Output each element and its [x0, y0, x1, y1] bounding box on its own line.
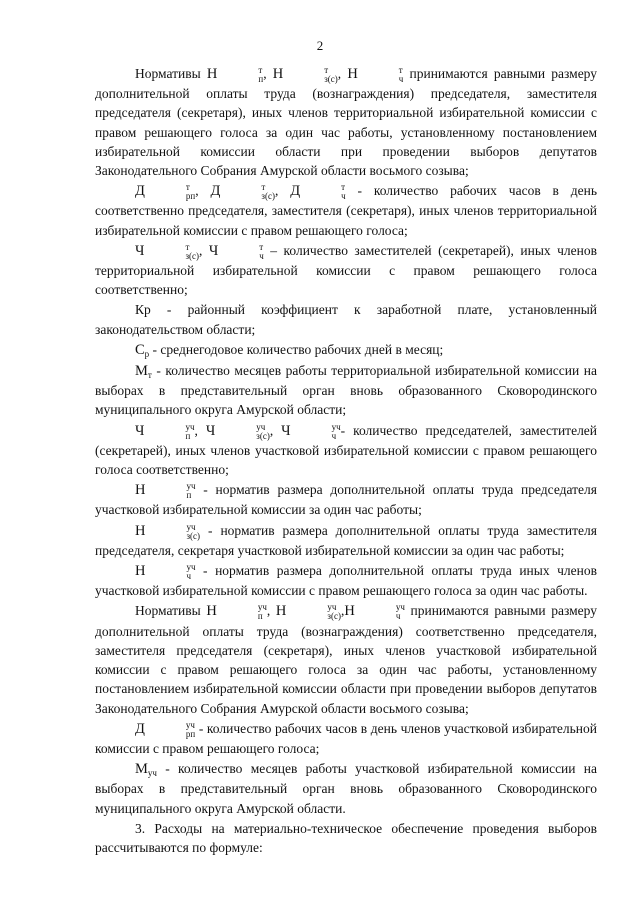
text-run: Нормативы: [135, 66, 207, 81]
symbol-superscript: уч: [256, 421, 266, 432]
symbol-base: Ч: [208, 242, 219, 259]
paragraph: [95, 241, 597, 300]
symbol-base: Д: [210, 183, 221, 200]
symbol-subscript: з(с): [324, 74, 338, 84]
symbol-superscript: т: [258, 65, 263, 75]
paragraph: [95, 521, 597, 560]
symbol-subscript: рп: [185, 728, 196, 739]
formula-symbol: [281, 423, 340, 439]
formula-symbol: [273, 66, 338, 82]
symbol-indices: [301, 183, 346, 201]
paragraph: [95, 361, 597, 420]
symbol-subscript: п: [185, 430, 191, 441]
symbol-base: Н: [275, 603, 287, 620]
text-run: - количество рабочих часов в день членов участковой избирательной комиссии с правом решающего голоса;: [95, 720, 597, 756]
text-run: - количество месяцев работы участковой избирательной комиссии на выборах в представительный орган вновь образованного Сковородинского муниципального округа Амурской области.: [95, 761, 597, 816]
text-run: ,: [195, 183, 211, 199]
symbol-indices: [292, 423, 341, 441]
symbol-superscript: т: [324, 65, 329, 75]
text-run: – количество заместителей (секретарей), иных членов территориальной избирательной комиссии с правом решающего голоса соответственно;: [95, 242, 597, 298]
paragraph: [95, 340, 597, 360]
symbol-indices: [146, 183, 195, 201]
text-run: - норматив размера дополнительной оплаты труда иных членов участковой избирательной комиссии с правом решающего голоса за один час работы.: [95, 563, 597, 599]
paragraph: [95, 181, 597, 240]
symbol-base: Н: [135, 563, 146, 580]
symbol-superscript: уч: [185, 421, 195, 432]
formula-symbol: [135, 761, 157, 777]
symbol-base: Ч: [135, 422, 145, 439]
paragraph: [95, 480, 597, 519]
text-run: ,: [274, 183, 291, 199]
text-run: Кр - районный коэффициент к заработной плате, установленный законодательством области;: [95, 302, 597, 337]
symbol-base: М: [135, 363, 148, 380]
text-run: 3. Расходы на материально-техническое обеспечение проведения выборов рассчитываются по формуле:: [95, 820, 597, 855]
symbol-base: Д: [135, 183, 145, 200]
paragraph: [95, 601, 597, 717]
symbol-indices: [145, 243, 199, 261]
formula-symbol: [275, 602, 341, 622]
formula-symbol: [135, 423, 194, 439]
symbol-base: Н: [272, 66, 284, 82]
symbol-subscript: з(с): [186, 530, 201, 541]
symbol-indices: [356, 603, 405, 621]
symbol-indices: [145, 423, 194, 441]
formula-symbol: [135, 243, 199, 259]
formula-symbol: [206, 423, 270, 439]
paragraph: [95, 421, 597, 480]
formula-symbol: [135, 182, 196, 202]
text-run: ,: [337, 66, 348, 81]
symbol-indices: [146, 523, 200, 541]
text-run: - норматив размера дополнительной оплаты труда заместителя председателя, секретаря участковой избирательной комиссии за один час работы;: [95, 522, 597, 558]
symbol-base: Ч: [281, 422, 291, 439]
formula-symbol: [135, 523, 200, 539]
paragraph: [95, 719, 597, 758]
symbol-indices: [216, 423, 270, 441]
symbol-indices: [287, 603, 341, 621]
formula-symbol: [206, 602, 267, 622]
formula-symbol: [210, 182, 275, 202]
paragraph: [95, 300, 597, 338]
symbol-base: Д: [135, 720, 145, 737]
symbol-superscript: уч: [186, 521, 196, 532]
symbol-base: Д: [290, 183, 301, 200]
formula-symbol: [135, 562, 196, 582]
symbol-indices: [146, 563, 195, 581]
symbol-subscript: п: [257, 611, 263, 622]
symbol-base: М: [135, 761, 148, 778]
symbol-indices: [221, 183, 275, 201]
formula-symbol: [290, 182, 346, 202]
paragraph: [95, 561, 597, 600]
symbol-base: Ч: [135, 242, 145, 259]
symbol-indices: [219, 243, 264, 261]
formula-symbol: [344, 602, 405, 622]
symbol-superscript: уч: [327, 602, 337, 613]
text-run: ,: [340, 603, 345, 619]
symbol-base: С: [135, 341, 145, 358]
text-run: - количество рабочих часов в день соответственно председателя, заместителя (секретаря), иных членов территориальной избирательной комиссии с правом решающего голоса;: [95, 183, 598, 238]
symbol-indices: [359, 66, 404, 84]
symbol-superscript: т: [398, 65, 403, 75]
text-run: принимаются равными размеру дополнительной оплаты труда (вознаграждения) председателя, заместителя председателя (секретаря), иных членов территориальной избирательной комиссии с правом решающего голоса за один час работы, установленному постановлением избирательной комиссии области при проведении выборов депутатов Законодательного Собрания Амурской области восьмого созыва;: [95, 66, 598, 179]
symbol-subscript: ч: [259, 250, 264, 261]
text-run: - количество месяцев работы территориальной избирательной комиссии на выборах в представительный орган вновь образованного Сковородинского муниципального округа Амурской области;: [95, 363, 597, 418]
symbol-subscript: уч: [147, 768, 157, 779]
symbol-superscript: т: [185, 241, 190, 252]
symbol-subscript: ч: [341, 191, 346, 202]
text-run: ,: [198, 242, 209, 258]
formula-symbol: [135, 363, 152, 379]
symbol-base: Н: [206, 603, 217, 620]
symbol-subscript: з(с): [256, 430, 270, 441]
symbol-subscript: п: [186, 490, 192, 501]
formula-symbol: [135, 721, 195, 737]
symbol-superscript: т: [341, 182, 346, 193]
symbol-subscript: з(с): [261, 191, 275, 202]
symbol-indices: [146, 482, 195, 500]
symbol-base: Н: [347, 66, 358, 82]
formula-symbol: [135, 342, 149, 358]
symbol-superscript: уч: [185, 719, 195, 730]
paragraph: [95, 759, 597, 818]
symbol-superscript: уч: [186, 562, 196, 573]
symbol-indices: [146, 721, 195, 739]
symbol-superscript: т: [185, 182, 190, 193]
text-run: принимаются равными размеру дополнительной оплаты труда (вознаграждения) соответственно председателя, заместителя председателя (секретаря), иных членов участковой избирательной комиссии с правом решающего голоса за один час работы, установленному постановлением избирательной комиссии области при проведении выборов депутатов Законодательного Собрания Амурской области восьмого созыва;: [95, 603, 597, 716]
symbol-base: Н: [135, 482, 146, 499]
text-run: - норматив размера дополнительной оплаты труда председателя участковой избирательной комиссии за один час работы;: [95, 482, 597, 518]
page-number: 2: [316, 38, 324, 53]
symbol-subscript: п: [258, 74, 264, 84]
text-run: ,: [263, 66, 273, 81]
symbol-subscript: т: [147, 370, 152, 381]
formula-symbol: [347, 66, 403, 82]
text-run: Нормативы: [135, 603, 207, 619]
text-run: - среднегодовое количество рабочих дней в месяц;: [149, 341, 444, 357]
symbol-subscript: ч: [186, 571, 192, 582]
symbol-subscript: з(с): [327, 611, 341, 622]
symbol-superscript: уч: [395, 602, 405, 613]
paragraph: [95, 819, 597, 857]
symbol-base: Н: [206, 66, 218, 82]
text-run: ,: [269, 422, 282, 438]
symbol-indices: [284, 66, 338, 84]
symbol-indices: [218, 66, 263, 84]
text-run: - количество председателей, заместителей (секретарей), иных членов участковой избирательной комиссии с правом решающего голоса соответственно;: [95, 422, 598, 478]
symbol-superscript: т: [261, 182, 266, 193]
text-run: ,: [266, 603, 276, 619]
text-run: ,: [194, 422, 206, 438]
symbol-subscript: з(с): [185, 250, 199, 261]
symbol-subscript: рп: [185, 191, 196, 202]
formula-symbol: [135, 481, 196, 501]
formula-symbol: [209, 243, 264, 259]
symbol-base: Ч: [205, 422, 216, 439]
symbol-superscript: уч: [331, 421, 341, 432]
symbol-base: Н: [344, 603, 355, 620]
symbol-superscript: уч: [257, 602, 267, 613]
symbol-subscript: ч: [398, 74, 404, 84]
symbol-superscript: уч: [186, 481, 196, 492]
formula-symbol: [207, 66, 263, 82]
symbol-subscript: ч: [331, 430, 337, 441]
symbol-indices: [218, 603, 267, 621]
symbol-superscript: т: [259, 241, 264, 252]
paragraph: [95, 64, 597, 180]
symbol-subscript: ч: [395, 611, 401, 622]
symbol-base: Н: [135, 522, 146, 539]
document-body: [95, 64, 597, 858]
symbol-subscript: р: [144, 348, 150, 359]
